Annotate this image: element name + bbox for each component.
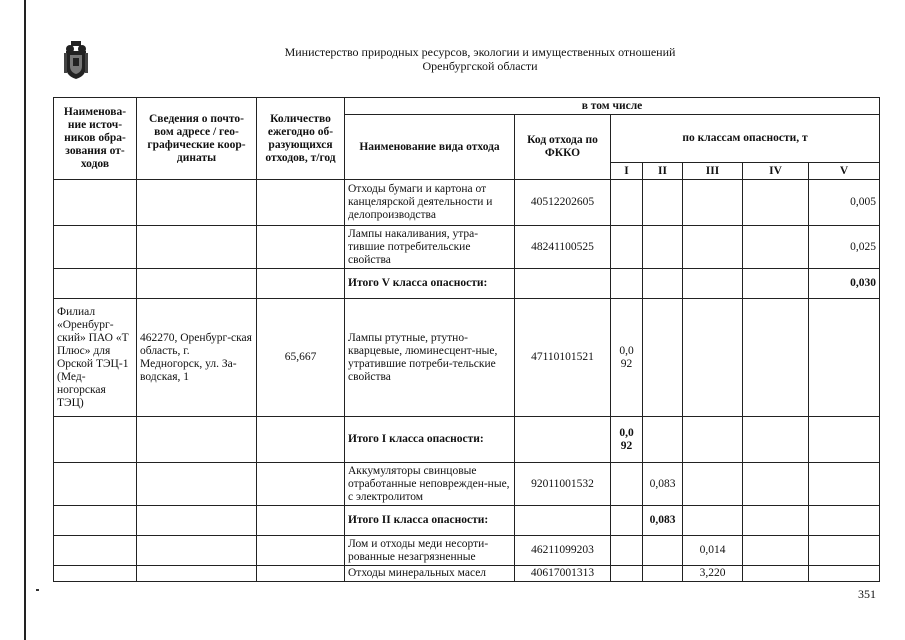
- left-margin-rule: [24, 0, 26, 640]
- fkko-code-cell: 46211099203: [515, 536, 611, 566]
- header-quantity: Количество ежегодно об-разующихся отходов, т/год: [257, 98, 345, 180]
- source-cell: [54, 536, 137, 566]
- class-5-cell: [809, 536, 880, 566]
- source-cell: [54, 417, 137, 463]
- header-waste-name: Наименование вида отхода: [345, 115, 515, 180]
- class-1-cell: [611, 566, 643, 582]
- class-1-cell: [611, 536, 643, 566]
- address-cell: [137, 269, 257, 299]
- class-4-cell: [743, 506, 809, 536]
- waste-name-cell: Лампы ртутные, ртутно-кварцевые, люминесцент-ные, утратившие потреби-тельские свойства: [345, 299, 515, 417]
- table-row: [54, 226, 880, 269]
- waste-name-cell: Лом и отходы меди несорти-рованные незагрязненные: [345, 536, 515, 566]
- fkko-code-cell: 40617001313: [515, 566, 611, 582]
- class-3-cell: [683, 506, 743, 536]
- header-fkko-code: Код отхода по ФККО: [515, 115, 611, 180]
- address-cell: [137, 566, 257, 582]
- table-row: [54, 536, 880, 566]
- address-cell: [137, 506, 257, 536]
- total-label-cell: Итого V класса опасности:: [345, 269, 515, 299]
- header-class-2: II: [643, 163, 683, 180]
- waste-name-cell: Аккумуляторы свинцовые отработанные неповрежден-ные, с электролитом: [345, 463, 515, 506]
- quantity-cell: [257, 180, 345, 226]
- class-5-cell: [809, 299, 880, 417]
- class-5-cell: 0,005: [809, 180, 880, 226]
- source-cell: Филиал «Оренбург-ский» ПАО «Т Плюс» для Орской ТЭЦ-1 (Мед-ногорская ТЭЦ): [54, 299, 137, 417]
- waste-name-cell: Отходы минеральных масел: [345, 566, 515, 582]
- header-class-1: I: [611, 163, 643, 180]
- total-label-cell: Итого II класса опасности:: [345, 506, 515, 536]
- header-hazard-classes: по классам опасности, т: [611, 115, 880, 163]
- header-class-3: III: [683, 163, 743, 180]
- address-cell: 462270, Оренбург-ская область, г. Медногорск, ул. За-водская, 1: [137, 299, 257, 417]
- class-4-cell: [743, 226, 809, 269]
- header-address: Сведения о почто-вом адресе / гео-графические коор-динаты: [137, 98, 257, 180]
- class-5-cell: [809, 506, 880, 536]
- total-label-cell: Итого I класса опасности:: [345, 417, 515, 463]
- header-including: в том числе: [345, 98, 880, 115]
- class-1-cell: 0,0 92: [611, 299, 643, 417]
- table-row: [54, 566, 880, 582]
- ministry-name: Министерство природных ресурсов, экологии и имущественных отношений: [284, 45, 676, 59]
- class-2-cell: [643, 269, 683, 299]
- class-3-cell: [683, 269, 743, 299]
- fkko-code-cell: 92011001532: [515, 463, 611, 506]
- class-3-cell: [683, 417, 743, 463]
- class-3-cell: [683, 180, 743, 226]
- class-4-cell: [743, 463, 809, 506]
- quantity-cell: [257, 506, 345, 536]
- margin-mark: [36, 589, 39, 591]
- address-cell: [137, 180, 257, 226]
- source-cell: [54, 180, 137, 226]
- header-source: Наименова-ние источ-ников обра-зования от-ходов: [54, 98, 137, 180]
- class-2-cell: [643, 180, 683, 226]
- table-row: [54, 180, 880, 226]
- waste-table: [53, 97, 880, 582]
- table-row: [54, 463, 880, 506]
- fkko-code-cell: 40512202605: [515, 180, 611, 226]
- waste-name-cell: Лампы накаливания, утра-тившие потребительские свойства: [345, 226, 515, 269]
- class-5-cell: [809, 566, 880, 582]
- class-5-cell: 0,025: [809, 226, 880, 269]
- class-3-cell: 0,014: [683, 536, 743, 566]
- table-row: [54, 506, 880, 536]
- quantity-cell: [257, 269, 345, 299]
- class-3-cell: [683, 463, 743, 506]
- source-cell: [54, 463, 137, 506]
- address-cell: [137, 536, 257, 566]
- source-cell: [54, 506, 137, 536]
- quantity-cell: [257, 566, 345, 582]
- class-5-cell: [809, 417, 880, 463]
- class-2-cell: [643, 566, 683, 582]
- quantity-cell: [257, 417, 345, 463]
- fkko-code-cell: 47110101521: [515, 299, 611, 417]
- class-3-cell: [683, 299, 743, 417]
- source-cell: [54, 566, 137, 582]
- fkko-code-cell: [515, 506, 611, 536]
- class-4-cell: [743, 417, 809, 463]
- class-3-cell: [683, 226, 743, 269]
- coat-of-arms-icon: [64, 40, 88, 80]
- class-4-cell: [743, 180, 809, 226]
- quantity-cell: 65,667: [257, 299, 345, 417]
- region-name: Оренбургской области: [422, 59, 538, 73]
- class-2-cell: [643, 226, 683, 269]
- fkko-code-cell: [515, 417, 611, 463]
- address-cell: [137, 226, 257, 269]
- quantity-cell: [257, 226, 345, 269]
- class-4-cell: [743, 536, 809, 566]
- class-1-total-cell: 0,0 92: [611, 417, 643, 463]
- class-5-total-cell: 0,030: [809, 269, 880, 299]
- class-2-cell: [643, 417, 683, 463]
- class-4-cell: [743, 299, 809, 417]
- class-2-cell: [643, 536, 683, 566]
- fkko-code-cell: 48241100525: [515, 226, 611, 269]
- class-1-cell: [611, 463, 643, 506]
- header-class-4: IV: [743, 163, 809, 180]
- header-class-5: V: [809, 163, 880, 180]
- class-1-cell: [611, 226, 643, 269]
- class-2-total-cell: 0,083: [643, 506, 683, 536]
- class-2-cell: 0,083: [643, 463, 683, 506]
- table-row: [54, 269, 880, 299]
- source-cell: [54, 269, 137, 299]
- address-cell: [137, 417, 257, 463]
- class-1-cell: [611, 180, 643, 226]
- class-1-cell: [611, 506, 643, 536]
- quantity-cell: [257, 463, 345, 506]
- waste-name-cell: Отходы бумаги и картона от канцелярской деятельности и делопроизводства: [345, 180, 515, 226]
- class-3-cell: 3,220: [683, 566, 743, 582]
- class-5-cell: [809, 463, 880, 506]
- class-4-cell: [743, 269, 809, 299]
- table-row: [54, 299, 880, 417]
- address-cell: [137, 463, 257, 506]
- class-4-cell: [743, 566, 809, 582]
- source-cell: [54, 226, 137, 269]
- fkko-code-cell: [515, 269, 611, 299]
- quantity-cell: [257, 536, 345, 566]
- document-header: [240, 45, 720, 73]
- page-number: 351: [858, 587, 876, 601]
- class-1-cell: [611, 269, 643, 299]
- table-row: [54, 417, 880, 463]
- class-2-cell: [643, 299, 683, 417]
